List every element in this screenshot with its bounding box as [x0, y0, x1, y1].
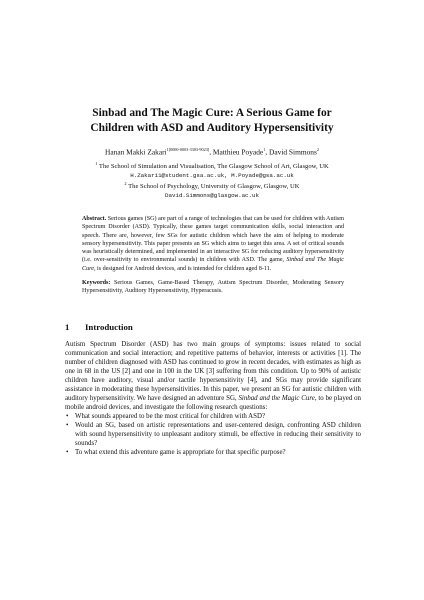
affiliation: [40, 160, 384, 172]
paper-title: [60, 106, 364, 136]
list-item: [65, 413, 361, 422]
abstract-text: , is designed for Android devices, and is intended for children aged 8-11.: [93, 265, 272, 272]
game-title: Sinbad and The Magic Cure: [82, 257, 344, 272]
affiliation: [40, 180, 384, 192]
paragraph: [65, 341, 361, 413]
list-item-text: What sounds appeared to be the most critical for children with ASD?: [75, 412, 266, 420]
author-separator: ,: [265, 147, 269, 157]
bullet-icon: •: [66, 421, 69, 429]
abstract-text: Serious games (SG) are part of a range of technologies that can be used for children with Autism Spectrum Disorder (ASD). Typically, these games target communication skills, social interaction and speech. There are, however, few SGs for autistic children which have the aim of helping to moderate sensory hypersensitivity. This paper presents an SG which aims to target this area. A set of critical sounds was heuristically determined, and implemented in an interactive SG for reducing auditory hypersensitivity (i.e. over-sensitivity to environmental sounds) in children with ASD. The game,: [82, 216, 344, 264]
author-separator: ,: [209, 147, 213, 157]
section-title: Introduction: [85, 322, 133, 332]
abstract-block: [82, 215, 344, 295]
title-line-1: Sinbad and The Magic Cure: A Serious Game for: [92, 107, 332, 119]
bullet-icon: •: [66, 412, 69, 420]
author-affiliation-marker: 1: [263, 147, 266, 152]
list-item-text: To what extend this adventure game is appropriate for that specific purpose?: [75, 448, 286, 456]
bullet-icon: •: [66, 448, 69, 456]
author-affiliation-marker: 2: [316, 147, 319, 152]
author-name: Hanan Makki Zakari: [105, 147, 167, 157]
affiliation-email[interactable]: David.Simmons@glasgow.ac.uk: [165, 191, 259, 199]
keywords-label: Keywords:: [82, 279, 111, 286]
section-number: 1: [65, 322, 70, 332]
author-name: Matthieu Poyade: [212, 147, 264, 157]
section-heading: [65, 322, 133, 332]
paragraph-text: Autism Spectrum Disorder (ASD) has two main groups of symptoms: issues related to social communication and social interaction; and repetitive patterns of behavior, interests or activities [1]. The number of children diagnosed with ASD has continued to grow in recent decades, with estimates as high as one in 68 in the US [2] and one in 100 in the UK [3] suffering from this condition. Up to 90% of autistic children have auditory, visual and/or tactile hypersensitivity [4], and SGs may provide significant assistance in moderating these hypersensitivities. In this paper, we present an SG for autistic children with auditory hypersensitivity. We have designed an adventure SG,: [65, 341, 361, 402]
keywords-text: Serious Games, Game-Based Therapy, Autism Spectrum Disorder, Moderating Sensory Hypersensitivity, Auditory Hypersensitivity, Hyperacusis.: [82, 279, 344, 294]
affiliation-marker: 1: [95, 161, 98, 166]
list-item-text: Would an SG, based on artistic representations and user-centered design, confronting ASD children with sound hypersensitivity to unpleasant auditory stimuli, be effective in reducing their sensitivity to sounds?: [75, 421, 361, 447]
keywords: [82, 279, 344, 296]
body-text: [65, 341, 361, 458]
abstract: [82, 215, 344, 273]
affiliation-email[interactable]: H.Zakari1@student.gsa.ac.uk, M.Poyade@gsa.ac.uk: [130, 171, 294, 179]
paragraph-text: , to be played on mobile android devices, and investigate the following research questions:: [65, 394, 361, 411]
list-item: [65, 422, 361, 449]
affiliations: [40, 160, 384, 200]
affiliation-text: The School of Psychology, University of Glasgow, Glasgow, UK: [126, 183, 300, 191]
author-list: [40, 145, 384, 156]
affiliation-marker: 2: [124, 181, 127, 186]
author-affiliation-marker: 1[0000-0003-3303-9023]: [166, 147, 210, 152]
affiliation-text: The School of Simulation and Visualisation, The Glasgow School of Art, Glasgow, UK: [97, 163, 329, 171]
abstract-label: Abstract.: [82, 216, 107, 222]
research-questions-list: [65, 413, 361, 458]
author-name: David Simmons: [269, 147, 317, 157]
list-item: [65, 449, 361, 458]
title-line-2: Children with ASD and Auditory Hypersensitivity: [90, 122, 334, 134]
game-title: Sinbad and the Magic Cure: [238, 394, 315, 402]
